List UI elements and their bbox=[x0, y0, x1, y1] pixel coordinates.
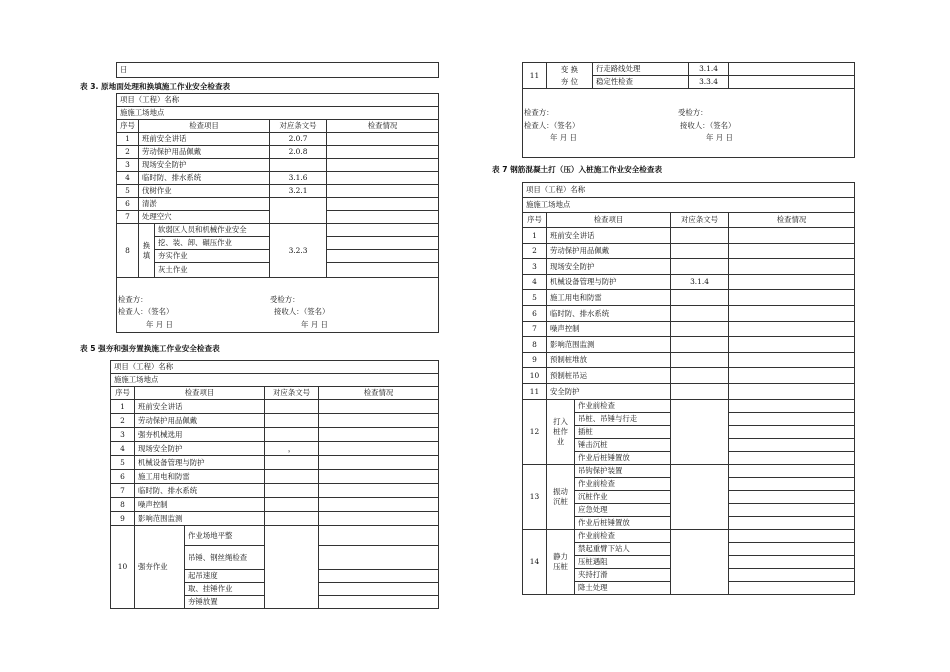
table-row: 12 打入 桩作 业 作业前检查 bbox=[523, 399, 855, 412]
table-row: 7 噪声控制 bbox=[523, 321, 855, 337]
status-cell[interactable] bbox=[729, 412, 855, 425]
table5-header-row bbox=[111, 387, 439, 400]
status-cell[interactable] bbox=[319, 442, 439, 456]
table5-receiver-sign: 接收人：（签名） bbox=[680, 121, 736, 130]
table7-project-value[interactable] bbox=[671, 183, 855, 198]
table-row: 起吊速度 bbox=[111, 570, 439, 583]
table-row: 5 伐树作业 3.2.1 bbox=[117, 185, 439, 198]
table-row: 降土处理 bbox=[523, 581, 855, 594]
table-row: 2 劳动保护用品佩戴 2.0.8 bbox=[117, 146, 439, 159]
status-cell[interactable] bbox=[319, 456, 439, 470]
table-row: 10 强夯作业 作业场地平整 bbox=[111, 526, 439, 546]
status-cell[interactable] bbox=[729, 274, 855, 290]
status-cell[interactable] bbox=[729, 503, 855, 516]
table-row: 应急处理 bbox=[523, 503, 855, 516]
status-cell[interactable] bbox=[319, 596, 439, 609]
header-no: 序号 bbox=[117, 120, 139, 133]
table-row: 1 班前安全讲话 bbox=[111, 400, 439, 414]
status-cell[interactable] bbox=[327, 250, 439, 263]
table5-checker-sign: 检查人：（签名） bbox=[524, 121, 580, 130]
group-label: 静力 压桩 bbox=[547, 529, 575, 594]
header-ref: 对应条文号 bbox=[270, 120, 327, 133]
status-cell[interactable] bbox=[729, 228, 855, 244]
table-row: 1 班前安全讲话 2.0.7 bbox=[117, 133, 439, 146]
status-cell[interactable] bbox=[729, 490, 855, 503]
table-row: 作业前检查 bbox=[523, 477, 855, 490]
status-cell[interactable] bbox=[319, 400, 439, 414]
table-row: 禁起重臂下站人 bbox=[523, 542, 855, 555]
table-row: 灰土作业 bbox=[117, 263, 439, 278]
group-label: 打入 桩作 业 bbox=[547, 399, 575, 464]
header-item: 检查项目 bbox=[135, 387, 265, 400]
table7-title: 表 7 钢筋混凝土打（压）入桩施工作业安全检查表 bbox=[492, 165, 663, 174]
table7 bbox=[522, 182, 855, 595]
table-row: 取、挂锤作业 bbox=[111, 583, 439, 596]
status-cell[interactable] bbox=[327, 133, 439, 146]
status-cell[interactable] bbox=[729, 290, 855, 306]
table3-project-label: 项目（工程）名称 bbox=[117, 94, 270, 107]
table3-receiver-side: 受检方： bbox=[270, 295, 300, 304]
table-row: 11 变 换 行走路线处理 3.1.4 bbox=[523, 63, 855, 76]
status-cell[interactable] bbox=[729, 321, 855, 337]
table3-checker-date: 年 月 日 bbox=[146, 320, 173, 329]
table3-header-row bbox=[117, 120, 439, 133]
table-row: 8 换填 软弱区人员和机械作业安全 3.2.3 bbox=[117, 224, 439, 237]
header-status: 检查情况 bbox=[319, 387, 439, 400]
header-ref: 对应条文号 bbox=[265, 387, 319, 400]
table-row: 10 预制桩吊运 bbox=[523, 368, 855, 384]
table-row: 8 噪声控制 bbox=[111, 498, 439, 512]
table-row: 6 施工用电和防雷 bbox=[111, 470, 439, 484]
status-cell[interactable] bbox=[327, 211, 439, 224]
status-cell[interactable] bbox=[729, 581, 855, 594]
header-status: 检查情况 bbox=[729, 213, 855, 228]
group-label: 强夯作业 bbox=[135, 526, 185, 609]
table5-receiver-side: 受检方： bbox=[678, 108, 708, 117]
status-cell[interactable] bbox=[319, 583, 439, 596]
table5-title: 表 5 强夯和强夯置换施工作业安全检查表 bbox=[80, 344, 220, 353]
table-row: 压桩遇阻 bbox=[523, 555, 855, 568]
status-cell[interactable] bbox=[729, 337, 855, 353]
status-cell[interactable] bbox=[327, 159, 439, 172]
status-cell[interactable] bbox=[319, 512, 439, 526]
status-cell[interactable] bbox=[729, 451, 855, 464]
status-cell[interactable] bbox=[729, 399, 855, 412]
table-row: 8 影响范围监测 bbox=[523, 337, 855, 353]
table3-project-value[interactable] bbox=[270, 94, 439, 107]
top-fragment-cell: 日 bbox=[117, 63, 439, 78]
header-no: 序号 bbox=[111, 387, 135, 400]
table3-receiver-date: 年 月 日 bbox=[301, 320, 328, 329]
status-cell[interactable] bbox=[729, 516, 855, 529]
table5-project-value[interactable] bbox=[185, 361, 439, 374]
table-row: 2 劳动保护用品佩戴 bbox=[523, 243, 855, 259]
group-label: 振动 沉桩 bbox=[547, 464, 575, 529]
status-cell[interactable] bbox=[729, 383, 855, 399]
table-row: 吊锤、钢丝绳检查 bbox=[111, 546, 439, 570]
table3-receiver-sign: 接收人：（签名） bbox=[274, 307, 330, 316]
status-cell[interactable] bbox=[319, 470, 439, 484]
status-cell[interactable] bbox=[729, 305, 855, 321]
table-row: 沉桩作业 bbox=[523, 490, 855, 503]
table-row: 4 现场安全防护 ， bbox=[111, 442, 439, 456]
table-row: 6 清淤 bbox=[117, 198, 439, 211]
status-cell[interactable] bbox=[729, 438, 855, 451]
group-label: 换填 bbox=[139, 224, 155, 278]
table3-checker-sign: 检查人：（签名） bbox=[118, 307, 174, 316]
status-cell[interactable] bbox=[327, 198, 439, 211]
status-cell[interactable] bbox=[729, 477, 855, 490]
table-row: 13 振动 沉桩 吊钩保护装置 bbox=[523, 464, 855, 477]
table7-site-label: 施施工场地点 bbox=[523, 198, 855, 213]
header-status: 检查情况 bbox=[327, 120, 439, 133]
status-cell[interactable] bbox=[729, 243, 855, 259]
status-cell[interactable] bbox=[729, 529, 855, 542]
table-row: 2 劳动保护用品佩戴 bbox=[111, 414, 439, 428]
status-cell[interactable] bbox=[729, 542, 855, 555]
status-cell[interactable] bbox=[327, 172, 439, 185]
status-cell[interactable] bbox=[327, 146, 439, 159]
table5-checker-date: 年 月 日 bbox=[550, 133, 577, 142]
header-ref: 对应条文号 bbox=[671, 213, 729, 228]
table-row: 3 强夯机械选用 bbox=[111, 428, 439, 442]
header-no: 序号 bbox=[523, 213, 547, 228]
status-cell[interactable] bbox=[319, 484, 439, 498]
table-row: 9 影响范围监测 bbox=[111, 512, 439, 526]
table7-header-row bbox=[523, 213, 855, 228]
table5-project-label: 项目（工程）名称 bbox=[111, 361, 185, 374]
status-cell[interactable] bbox=[729, 555, 855, 568]
table3-site-label: 施施工场地点 bbox=[117, 107, 439, 120]
table7-project-label: 项目（工程）名称 bbox=[523, 183, 671, 198]
table-row: 3 现场安全防护 bbox=[117, 159, 439, 172]
header-item: 检查项目 bbox=[139, 120, 270, 133]
table-row: 7 处理空穴 bbox=[117, 211, 439, 224]
table3-title: 表 3. 原地面处理和换填施工作业安全检查表 bbox=[80, 82, 231, 91]
status-cell[interactable] bbox=[327, 237, 439, 250]
table-row: 夯锤放置 bbox=[111, 596, 439, 609]
status-cell[interactable] bbox=[729, 259, 855, 275]
table-row: 7 临时防、排水系统 bbox=[111, 484, 439, 498]
table-row: 作业后桩锤置放 bbox=[523, 516, 855, 529]
header-item: 检查项目 bbox=[547, 213, 671, 228]
table-row: 夯实作业 bbox=[117, 250, 439, 263]
table3-checker-side: 检查方： bbox=[118, 295, 148, 304]
table-row: 插桩 bbox=[523, 425, 855, 438]
table-row: 4 机械设备管理与防护 3.1.4 bbox=[523, 274, 855, 290]
status-cell[interactable] bbox=[729, 63, 855, 76]
table-row: 5 施工用电和防雷 bbox=[523, 290, 855, 306]
table-row: 5 机械设备管理与防护 bbox=[111, 456, 439, 470]
table-row: 14 静力 压桩 作业前检查 bbox=[523, 529, 855, 542]
table-row: 1 班前安全讲话 bbox=[523, 228, 855, 244]
status-cell[interactable] bbox=[729, 568, 855, 581]
status-cell[interactable] bbox=[729, 425, 855, 438]
table-row: 6 临时防、排水系统 bbox=[523, 305, 855, 321]
table-row: 3 现场安全防护 bbox=[523, 259, 855, 275]
status-cell[interactable] bbox=[327, 185, 439, 198]
table5-receiver-date: 年 月 日 bbox=[706, 133, 733, 142]
table-row: 9 预制桩堆放 bbox=[523, 352, 855, 368]
status-cell[interactable] bbox=[319, 546, 439, 570]
table-row: 4 临时防、排水系统 3.1.6 bbox=[117, 172, 439, 185]
status-cell[interactable] bbox=[319, 526, 439, 546]
status-cell[interactable] bbox=[319, 414, 439, 428]
top-fragment-table bbox=[116, 62, 439, 78]
table-row: 作业后桩锤置放 bbox=[523, 451, 855, 464]
table5 bbox=[110, 360, 439, 609]
status-cell[interactable] bbox=[729, 464, 855, 477]
table5-checker-side: 检查方： bbox=[524, 108, 554, 117]
table-row: 夯 位 稳定性检查 3.3.4 bbox=[523, 76, 855, 89]
status-cell[interactable] bbox=[319, 498, 439, 512]
status-cell[interactable] bbox=[327, 263, 439, 278]
table-row: 挖、装、卸、碾压作业 bbox=[117, 237, 439, 250]
status-cell[interactable] bbox=[319, 428, 439, 442]
status-cell[interactable] bbox=[319, 570, 439, 583]
status-cell[interactable] bbox=[327, 224, 439, 237]
table-row: 吊桩、吊锤与行走 bbox=[523, 412, 855, 425]
status-cell[interactable] bbox=[729, 76, 855, 89]
status-cell[interactable] bbox=[729, 352, 855, 368]
table-row: 11 安全防护 bbox=[523, 383, 855, 399]
table-row: 锤击沉桩 bbox=[523, 438, 855, 451]
status-cell[interactable] bbox=[729, 368, 855, 384]
table-row: 夹持打滑 bbox=[523, 568, 855, 581]
table5-site-label: 施施工场地点 bbox=[111, 374, 439, 387]
